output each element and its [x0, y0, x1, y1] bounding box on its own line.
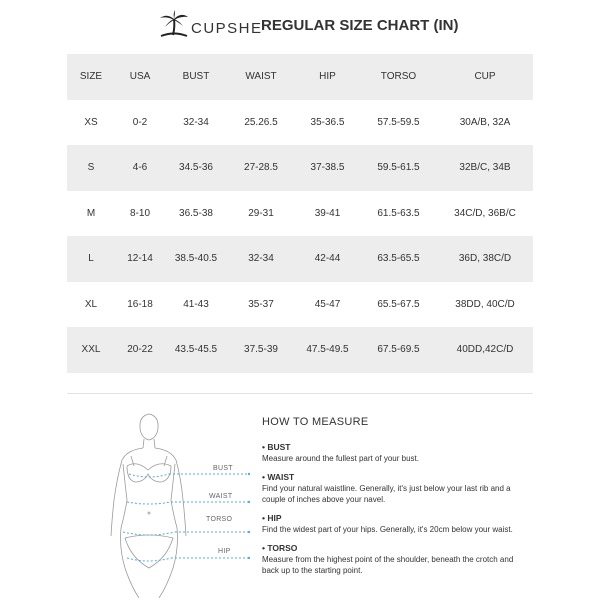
table-cell: 36D, 38C/D: [458, 253, 512, 265]
column-header: TORSO: [380, 71, 417, 83]
table-cell: 41-43: [183, 298, 209, 310]
table-cell: 32-34: [183, 116, 209, 128]
table-cell: 37-38.5: [310, 162, 345, 174]
table-cell: 0-2: [132, 116, 148, 128]
table-cell: 4-6: [132, 162, 148, 174]
table-cell: 67.5-69.5: [377, 344, 420, 356]
table-cell: 38.5-40.5: [174, 253, 218, 265]
column-header: WAIST: [245, 71, 277, 83]
measure-item-text: Measure around the fullest part of your bust.: [262, 454, 419, 463]
measure-item-text: Find the widest part of your hips. Generally, it's 20cm below your waist.: [262, 525, 513, 534]
table-cell: 45-47: [314, 298, 341, 310]
table-cell: 34.5-36: [179, 162, 213, 174]
table-row: [67, 327, 533, 373]
how-to-measure-instructions: [262, 416, 527, 584]
table-cell: 38DD, 40C/D: [455, 298, 515, 310]
brand-name: CUPSHE: [191, 20, 263, 37]
measure-item-hip: [262, 513, 527, 535]
measure-item-text: Measure from the highest point of the shoulder, beneath the crotch and back up to the starting point.: [262, 555, 514, 575]
table-cell: 12-14: [127, 253, 153, 265]
table-cell: 59.5-61.5: [377, 162, 420, 174]
table-row: [67, 100, 533, 146]
table-cell: 35-36.5: [310, 116, 345, 128]
table-cell: XS: [84, 116, 98, 128]
column-header: USA: [129, 71, 151, 83]
table-cell: M: [86, 207, 96, 219]
chart-title: REGULAR SIZE CHART (IN): [261, 17, 459, 34]
table-cell: 20-22: [127, 344, 153, 356]
table-cell: 47.5-49.5: [306, 344, 349, 356]
table-cell: 8-10: [129, 207, 150, 219]
column-header: BUST: [182, 71, 210, 83]
table-cell: 27-28.5: [244, 162, 278, 174]
table-cell: 34C/D, 36B/C: [454, 207, 516, 219]
size-chart-table: [67, 54, 533, 373]
table-cell: XL: [84, 298, 98, 310]
hip-label: HIP: [218, 548, 231, 555]
table-cell: 32B/C, 34B: [459, 162, 511, 174]
table-cell: 25.26.5: [244, 116, 278, 128]
torso-label: TORSO: [206, 516, 233, 523]
table-cell: 37.5-39: [244, 344, 278, 356]
header: [0, 0, 600, 54]
measure-item-heading: • WAIST: [262, 472, 295, 482]
table-cell: 30A/B, 32A: [459, 116, 511, 128]
table-cell: 61.5-63.5: [377, 207, 420, 219]
table-cell: 57.5-59.5: [377, 116, 420, 128]
table-cell: S: [87, 162, 95, 174]
how-to-measure-title: HOW TO MEASURE: [262, 416, 369, 428]
measure-item-torso: [262, 543, 527, 576]
column-header: HIP: [319, 71, 336, 83]
how-to-measure-panel: [67, 393, 533, 598]
table-cell: XXL: [81, 344, 101, 356]
table-cell: L: [88, 253, 94, 265]
measure-item-heading: • BUST: [262, 442, 291, 452]
table-cell: 40DD,42C/D: [456, 344, 514, 356]
measure-item-waist: [262, 472, 527, 505]
column-header: CUP: [474, 71, 496, 83]
table-row: [67, 282, 533, 328]
table-cell: 36.5-38: [179, 207, 213, 219]
table-cell: 39-41: [314, 207, 341, 219]
table-cell: 35-37: [248, 298, 274, 310]
table-cell: 42-44: [314, 253, 341, 265]
column-header: SIZE: [79, 71, 103, 83]
table-row: [67, 145, 533, 191]
measure-item-heading: • HIP: [262, 513, 282, 523]
table-cell: 65.5-67.5: [377, 298, 420, 310]
palm-tree-icon: [157, 9, 191, 41]
table-row: [67, 191, 533, 237]
measure-item-bust: [262, 442, 527, 464]
table-cell: 16-18: [127, 298, 153, 310]
brand-logo: [157, 9, 263, 43]
table-cell: 63.5-65.5: [377, 253, 420, 265]
bust-label: BUST: [213, 465, 233, 472]
table-cell: 32-34: [248, 253, 274, 265]
table-cell: 29-31: [248, 207, 274, 219]
waist-label: WAIST: [209, 493, 233, 500]
table-header-row: [67, 54, 533, 100]
table-cell: 43.5-45.5: [174, 344, 218, 356]
measure-item-text: Find your natural waistline. Generally, it's just below your last rib and a couple of inches above your navel.: [262, 484, 511, 504]
table-row: [67, 236, 533, 282]
measure-item-heading: • TORSO: [262, 543, 298, 553]
